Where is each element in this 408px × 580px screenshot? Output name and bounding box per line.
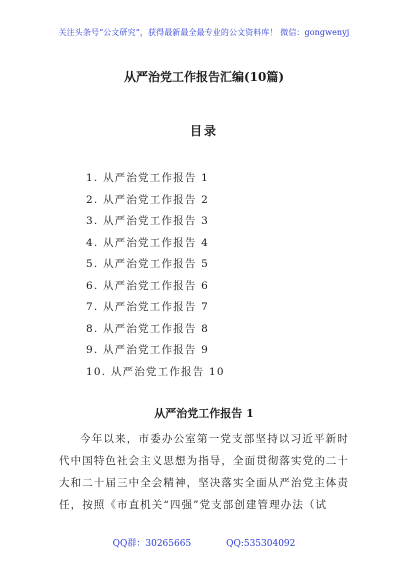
toc-item[interactable]: 2. 从严治党工作报告 2 xyxy=(86,193,209,206)
footer-qq-number: QQ:535304092 xyxy=(226,539,296,549)
footer-contact xyxy=(0,536,408,549)
toc-item[interactable]: 10. 从严治党工作报告 10 xyxy=(86,365,225,378)
section-title: 从严治党工作报告 1 xyxy=(154,407,254,420)
toc-heading: 目录 xyxy=(189,124,218,138)
toc-item[interactable]: 1. 从严治党工作报告 1 xyxy=(86,172,209,184)
footer-qq-group: QQ群：30265665 xyxy=(112,539,192,549)
toc-item[interactable]: 4. 从严治党工作报告 4 xyxy=(86,236,209,249)
header-promo-note: 关注头条号“公文研究”，获得最新最全最专业的公文资料库！ 微信：gongwenyj xyxy=(58,28,350,37)
document-title: 从严治党工作报告汇编(10篇) xyxy=(123,70,285,84)
toc-item[interactable]: 3. 从严治党工作报告 3 xyxy=(86,215,209,227)
toc-item[interactable]: 6. 从严治党工作报告 6 xyxy=(86,279,209,292)
body-paragraph: 今年以来，市委办公室第一党支部坚持以习近平新时代中国特色社会主义思想为指导，全面贯彻落实党的二十大和二十届三中全会精神，坚决落实全面从严治党主体责任，按照《市直机关“四强”党支部创建管理办法（试 xyxy=(59,433,349,511)
toc-item[interactable]: 9. 从严治党工作报告 9 xyxy=(86,344,209,356)
toc-item[interactable]: 5. 从严治党工作报告 5 xyxy=(86,258,209,270)
table-of-contents xyxy=(86,168,346,383)
toc-item[interactable]: 7. 从严治党工作报告 7 xyxy=(86,301,209,313)
toc-item[interactable]: 8. 从严治党工作报告 8 xyxy=(86,322,209,335)
